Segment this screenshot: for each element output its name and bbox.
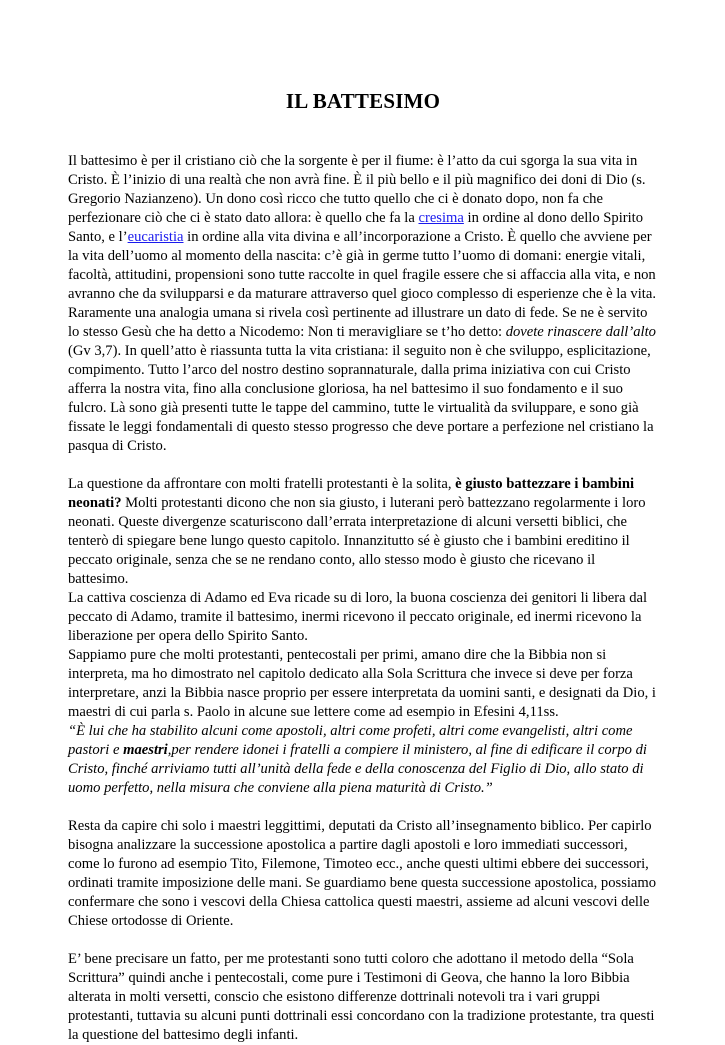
link-cresima[interactable]: cresima [418, 210, 464, 226]
paragraph-gap [68, 931, 658, 950]
paragraph-gap [68, 456, 658, 475]
paragraph-intro: Il battesimo è per il cristiano ciò che la sorgente è per il fiume: è l’atto da cui sgorga la sua vita in Cristo. È l’inizio di una realtà che non avrà fine. È il più bello e il più magnifico dei doni di Dio (s. Gregorio Nazianzeno). Un dono così ricco che tutto quello che ci è donato dopo, non fa che perfezionare ciò che ci è stato dato allora: è quello che fa la cresima in ordine al dono dello Spirito Santo, e l’eucaristia in ordine alla vita divina e all’incorporazione a Cristo. È quello che avviene per la vita dell’uomo al momento della nascita: c’è già in germe tutto l’uomo di domani: energie vitali, facoltà, attitudini, propensioni sono tutte raccolte in quel fragile essere che si affaccia alla vita, e non avranno che da svilupparsi e da maturare attraverso quel gioco complesso di esperienze che è la vita. Raramente una analogia umana si rivela così pertinente ad illustrare un dato di fede. Se ne è servito lo stesso Gesù che ha detto a Nicodemo: Non ti meravigliare se t’ho detto: dovete rinascere dall’alto (Gv 3,7). In quell’atto è riassunta tutta la vita cristiana: il seguito non è che sviluppo, esplicitazione, compimento. Tutto l’arco del nostro destino soprannaturale, dalla prima iniziativa con cui Cristo afferra la nostra vita, fino alla conclusione gloriosa, ha nel battesimo il suo fondamento e il suo fulcro. Là sono già presenti tutte le tappe del cammino, tutte le virtualità da sviluppare, e sono già fissate le leggi fondamentali di questo stesso progresso che deve portare a perfezione nel cristiano la pasqua di Cristo. [68, 153, 656, 454]
paragraph-question: La questione da affrontare con molti fratelli protestanti è la solita, è giusto battezzare i bambini neonati? Molti protestanti dicono che non sia giusto, i luterani però battezzano regolarmente i loro neonati. Queste divergenze scaturiscono dall’errata interpretazione di alcuni versetti biblici, che tenterò di spiegare bene lungo questo capitolo. Innanzitutto sé è giusto che i bambini ereditino il peccato originale, senza che se ne rendano conto, allo stesso modo è giusto che ricevano il battesimo. [68, 476, 646, 587]
paragraph-protestanti: E’ bene precisare un fatto, per me protestanti sono tutti coloro che adottano il metodo della “Sola Scrittura” quindi anche i pentecostali, come pure i Testimoni di Geova, che hanno la loro Bibbia alterata in molti versetti, conscio che esistono differenze dottrinali notevoli tra i vari gruppi protestanti, tuttavia su alcuni punti dottrinali essi concordano con la tradizione protestante, tra questi la questione del battesimo degli infanti. [68, 951, 655, 1043]
maestri-bold: maestri [123, 742, 168, 758]
document-page [68, 88, 658, 1045]
question-bold: è giusto battezzare i bambini neonati? [68, 476, 635, 511]
paragraph-quote: “È lui che ha stabilito alcuni come apostoli, altri come profeti, altri come evangelisti, altri come pastori e maestri,per rendere idonei i fratelli a compiere il ministero, al fine di edificare il corpo di Cristo, finché arriviamo tutti all’unità della fede e della conoscenza del Figlio di Dio, allo stato di uomo perfetto, nella misura che conviene alla piena maturità di Cristo.” [68, 723, 647, 796]
paragraph-gap [68, 798, 658, 817]
quote-italic: dovete rinascere dall’alto [505, 324, 656, 340]
page-title: IL BATTESIMO [285, 89, 441, 113]
paragraph-maestri: Resta da capire chi solo i maestri leggittimi, deputati da Cristo all’insegnamento biblico. Per capirlo bisogna analizzare la successione apostolica a partire dagli apostoli e loro immediati successori, come lo furono ad esempio Tito, Filemone, Timoteo ecc., anche questi ultimi ebbere dei successori, ordinati tramite imposizione delle mani. Se guardiamo bene questa successione apostolica, possiamo confermare che sono i vescovi della Chiesa cattolica questi maestri, assieme ad alcuni vescovi delle Chiese ortodosse di Oriente. [68, 818, 657, 929]
paragraph-interpretazione: Sappiamo pure che molti protestanti, pentecostali per primi, amano dire che la Bibbia non si interpreta, ma ho dimostrato nel capitolo dedicato alla Sola Scrittura che invece si deve per forza interpretare, anzi la Bibbia nasce proprio per essere interpretata da uomini santi, e designati da Dio, i maestri di cui parla s. Paolo in alcune sue lettere come ad esempio in Efesini 4,11ss. [68, 647, 656, 720]
link-eucaristia[interactable]: eucaristia [127, 229, 184, 245]
paragraph-adamo: La cattiva coscienza di Adamo ed Eva ricade su di loro, la buona coscienza dei genitori li libera dal peccato di Adamo, tramite il battesimo, inermi ricevono il peccato originale, ed inermi ricevono la liberazione per opera dello Spirito Santo. [68, 590, 648, 644]
